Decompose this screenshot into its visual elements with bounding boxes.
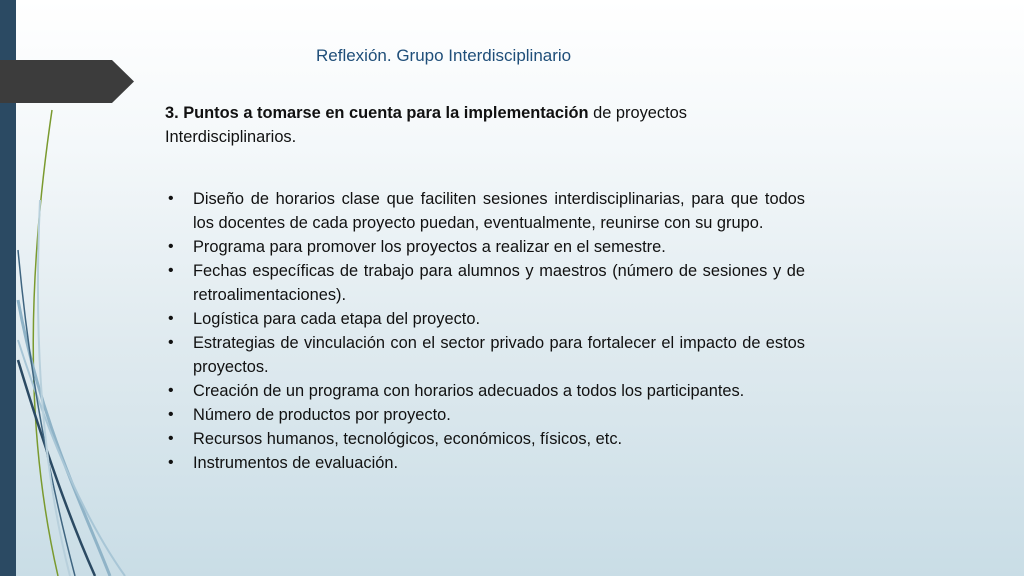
list-item-text: Logística para cada etapa del proyecto. xyxy=(193,310,481,328)
bullet-icon: • xyxy=(168,238,174,255)
intro-paragraph xyxy=(165,101,805,149)
list-item xyxy=(165,379,805,403)
list-item-text: Fechas específicas de trabajo para alumnos y maestros (número de sesiones y de retroalimentaciones). xyxy=(193,262,805,304)
bullet-icon: • xyxy=(168,334,174,351)
list-item xyxy=(165,451,805,475)
list-item-text: Programa para promover los proyectos a realizar en el semestre. xyxy=(193,238,666,256)
slide-content xyxy=(165,101,805,475)
list-item-text: Número de productos por proyecto. xyxy=(193,406,451,424)
list-item xyxy=(165,259,805,307)
list-item-text: Estrategias de vinculación con el sector privado para fortalecer el impacto de estos proyectos. xyxy=(193,334,805,376)
list-item xyxy=(165,403,805,427)
list-item-text: Creación de un programa con horarios adecuados a todos los participantes. xyxy=(193,382,745,400)
intro-rest-text: de proyectos Interdisciplinarios. xyxy=(165,104,687,146)
list-item-text: Instrumentos de evaluación. xyxy=(193,454,399,472)
bullet-icon: • xyxy=(168,190,174,207)
list-item-text: Recursos humanos, tecnológicos, económicos, físicos, etc. xyxy=(193,430,623,448)
list-item xyxy=(165,235,805,259)
bullet-icon: • xyxy=(168,430,174,447)
swoosh-light-3 xyxy=(38,200,70,576)
bullet-icon: • xyxy=(168,406,174,423)
bullet-icon: • xyxy=(168,310,174,327)
intro-bold-text: 3. Puntos a tomarse en cuenta para la implementación xyxy=(165,104,589,122)
list-item xyxy=(165,187,805,235)
bullet-icon: • xyxy=(168,454,174,471)
list-item xyxy=(165,331,805,379)
bullet-list xyxy=(165,187,805,475)
list-item xyxy=(165,427,805,451)
bullet-icon: • xyxy=(168,262,174,279)
slide-title: Reflexión. Grupo Interdisciplinario xyxy=(316,46,572,65)
swoosh-dark-1 xyxy=(18,360,95,576)
list-item xyxy=(165,307,805,331)
title-tab-arrow xyxy=(0,60,134,103)
list-item-text: Diseño de horarios clase que faciliten sesiones interdisciplinarias, para que todos los docentes de cada proyecto puedan, eventualmente, reunirse con su grupo. xyxy=(193,190,805,232)
bullet-icon: • xyxy=(168,382,174,399)
